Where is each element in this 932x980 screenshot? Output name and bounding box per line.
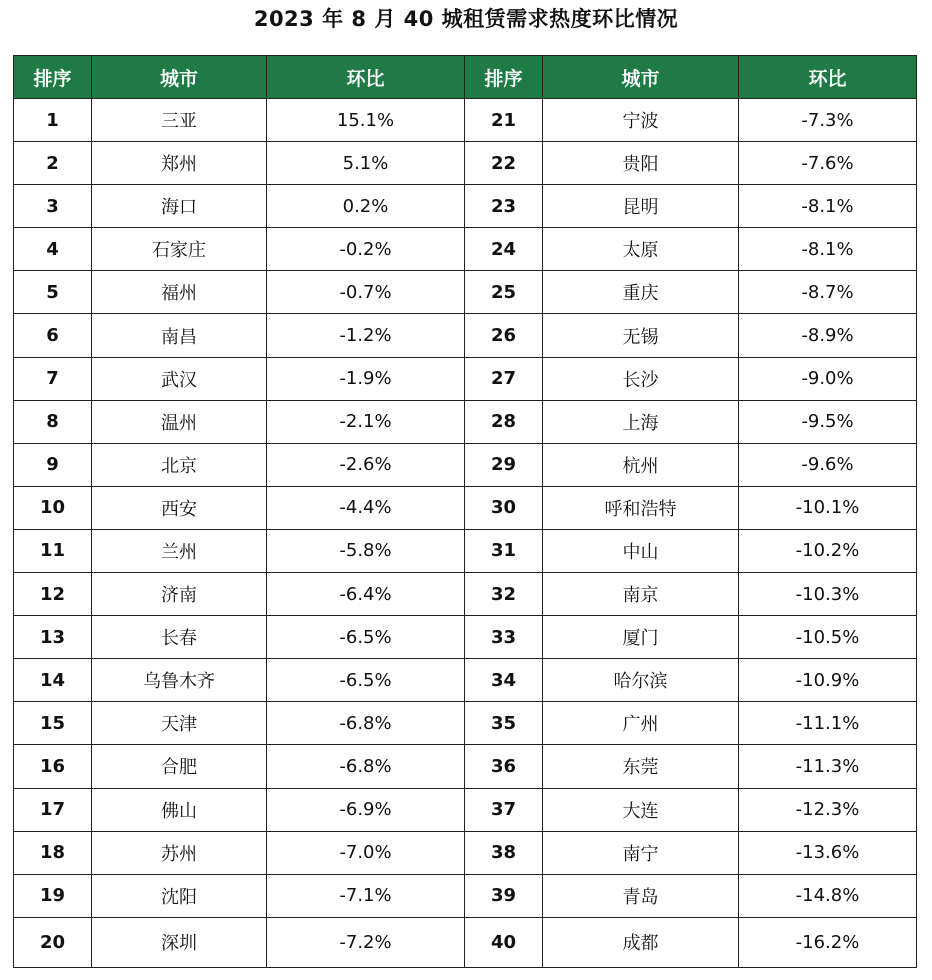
- city-cell: 苏州: [92, 831, 267, 874]
- city-cell: 福州: [92, 271, 267, 314]
- city-cell: 长沙: [543, 357, 739, 400]
- change-cell: -7.6%: [739, 142, 917, 185]
- city-cell: 济南: [92, 573, 267, 616]
- city-cell: 武汉: [92, 357, 267, 400]
- table-row: [14, 357, 917, 400]
- ranking-table: [13, 55, 917, 968]
- rank-cell: 20: [14, 917, 92, 967]
- city-cell: 长春: [92, 616, 267, 659]
- header-change-left: 环比: [267, 56, 465, 99]
- change-cell: -7.1%: [267, 874, 465, 917]
- table-row: [14, 745, 917, 788]
- change-cell: -6.5%: [267, 616, 465, 659]
- change-cell: -11.3%: [739, 745, 917, 788]
- table-row: [14, 573, 917, 616]
- change-cell: -10.5%: [739, 616, 917, 659]
- rank-cell: 21: [465, 99, 543, 142]
- city-cell: 呼和浩特: [543, 486, 739, 529]
- table-row: [14, 616, 917, 659]
- city-cell: 沈阳: [92, 874, 267, 917]
- table-row: [14, 659, 917, 702]
- change-cell: -0.7%: [267, 271, 465, 314]
- city-cell: 兰州: [92, 529, 267, 572]
- rank-cell: 30: [465, 486, 543, 529]
- change-cell: -11.1%: [739, 702, 917, 745]
- rank-cell: 13: [14, 616, 92, 659]
- city-cell: 哈尔滨: [543, 659, 739, 702]
- city-cell: 东莞: [543, 745, 739, 788]
- table-row: [14, 228, 917, 271]
- city-cell: 南京: [543, 573, 739, 616]
- rank-cell: 1: [14, 99, 92, 142]
- change-cell: -0.2%: [267, 228, 465, 271]
- rank-cell: 40: [465, 917, 543, 967]
- city-cell: 太原: [543, 228, 739, 271]
- rank-cell: 10: [14, 486, 92, 529]
- change-cell: -10.3%: [739, 573, 917, 616]
- rank-cell: 14: [14, 659, 92, 702]
- table-row: [14, 142, 917, 185]
- city-cell: 大连: [543, 788, 739, 831]
- rank-cell: 27: [465, 357, 543, 400]
- rank-cell: 6: [14, 314, 92, 357]
- city-cell: 重庆: [543, 271, 739, 314]
- rank-cell: 36: [465, 745, 543, 788]
- change-cell: -7.3%: [739, 99, 917, 142]
- rank-cell: 17: [14, 788, 92, 831]
- rank-cell: 4: [14, 228, 92, 271]
- table-row: [14, 831, 917, 874]
- city-cell: 南宁: [543, 831, 739, 874]
- rank-cell: 26: [465, 314, 543, 357]
- table-body: [14, 99, 917, 968]
- city-cell: 昆明: [543, 185, 739, 228]
- city-cell: 郑州: [92, 142, 267, 185]
- city-cell: 深圳: [92, 917, 267, 967]
- rank-cell: 34: [465, 659, 543, 702]
- change-cell: -14.8%: [739, 874, 917, 917]
- table-row: [14, 874, 917, 917]
- rank-cell: 11: [14, 529, 92, 572]
- table-row: [14, 529, 917, 572]
- city-cell: 海口: [92, 185, 267, 228]
- header-rank-left: 排序: [14, 56, 92, 99]
- rank-cell: 33: [465, 616, 543, 659]
- rank-cell: 7: [14, 357, 92, 400]
- change-cell: -5.8%: [267, 529, 465, 572]
- change-cell: 5.1%: [267, 142, 465, 185]
- change-cell: -10.2%: [739, 529, 917, 572]
- rank-cell: 39: [465, 874, 543, 917]
- city-cell: 合肥: [92, 745, 267, 788]
- rank-cell: 2: [14, 142, 92, 185]
- change-cell: -8.1%: [739, 228, 917, 271]
- table-row: [14, 99, 917, 142]
- change-cell: -6.8%: [267, 745, 465, 788]
- rank-cell: 31: [465, 529, 543, 572]
- table-header-row: [14, 56, 917, 99]
- city-cell: 广州: [543, 702, 739, 745]
- change-cell: -9.5%: [739, 400, 917, 443]
- change-cell: -6.8%: [267, 702, 465, 745]
- city-cell: 北京: [92, 443, 267, 486]
- rank-cell: 37: [465, 788, 543, 831]
- rank-cell: 35: [465, 702, 543, 745]
- rank-cell: 22: [465, 142, 543, 185]
- change-cell: -8.9%: [739, 314, 917, 357]
- table-row: [14, 400, 917, 443]
- rank-cell: 5: [14, 271, 92, 314]
- rank-cell: 19: [14, 874, 92, 917]
- rank-cell: 24: [465, 228, 543, 271]
- city-cell: 中山: [543, 529, 739, 572]
- city-cell: 乌鲁木齐: [92, 659, 267, 702]
- change-cell: 0.2%: [267, 185, 465, 228]
- city-cell: 天津: [92, 702, 267, 745]
- table-row: [14, 917, 917, 967]
- rank-cell: 8: [14, 400, 92, 443]
- rank-cell: 16: [14, 745, 92, 788]
- change-cell: -13.6%: [739, 831, 917, 874]
- city-cell: 温州: [92, 400, 267, 443]
- change-cell: -1.9%: [267, 357, 465, 400]
- city-cell: 青岛: [543, 874, 739, 917]
- change-cell: -9.6%: [739, 443, 917, 486]
- header-city-right: 城市: [543, 56, 739, 99]
- rank-cell: 12: [14, 573, 92, 616]
- change-cell: -16.2%: [739, 917, 917, 967]
- table-row: [14, 702, 917, 745]
- change-cell: -4.4%: [267, 486, 465, 529]
- rank-cell: 29: [465, 443, 543, 486]
- city-cell: 无锡: [543, 314, 739, 357]
- rank-cell: 3: [14, 185, 92, 228]
- rank-cell: 28: [465, 400, 543, 443]
- table-row: [14, 185, 917, 228]
- city-cell: 三亚: [92, 99, 267, 142]
- change-cell: -10.9%: [739, 659, 917, 702]
- city-cell: 宁波: [543, 99, 739, 142]
- table-row: [14, 486, 917, 529]
- rank-cell: 25: [465, 271, 543, 314]
- change-cell: -10.1%: [739, 486, 917, 529]
- change-cell: -7.2%: [267, 917, 465, 967]
- change-cell: -6.4%: [267, 573, 465, 616]
- header-city-left: 城市: [92, 56, 267, 99]
- rank-cell: 23: [465, 185, 543, 228]
- change-cell: -12.3%: [739, 788, 917, 831]
- rank-cell: 38: [465, 831, 543, 874]
- change-cell: -7.0%: [267, 831, 465, 874]
- city-cell: 成都: [543, 917, 739, 967]
- header-rank-right: 排序: [465, 56, 543, 99]
- change-cell: -8.1%: [739, 185, 917, 228]
- change-cell: 15.1%: [267, 99, 465, 142]
- city-cell: 西安: [92, 486, 267, 529]
- city-cell: 上海: [543, 400, 739, 443]
- change-cell: -1.2%: [267, 314, 465, 357]
- city-cell: 佛山: [92, 788, 267, 831]
- rank-cell: 15: [14, 702, 92, 745]
- table-row: [14, 271, 917, 314]
- city-cell: 石家庄: [92, 228, 267, 271]
- city-cell: 贵阳: [543, 142, 739, 185]
- page-title: 2023 年 8 月 40 城租赁需求热度环比情况: [253, 7, 679, 31]
- change-cell: -2.6%: [267, 443, 465, 486]
- rank-cell: 9: [14, 443, 92, 486]
- change-cell: -6.5%: [267, 659, 465, 702]
- header-change-right: 环比: [739, 56, 917, 99]
- change-cell: -9.0%: [739, 357, 917, 400]
- change-cell: -8.7%: [739, 271, 917, 314]
- rank-cell: 32: [465, 573, 543, 616]
- table-row: [14, 443, 917, 486]
- table-row: [14, 788, 917, 831]
- city-cell: 厦门: [543, 616, 739, 659]
- change-cell: -6.9%: [267, 788, 465, 831]
- rank-cell: 18: [14, 831, 92, 874]
- change-cell: -2.1%: [267, 400, 465, 443]
- table-row: [14, 314, 917, 357]
- city-cell: 南昌: [92, 314, 267, 357]
- city-cell: 杭州: [543, 443, 739, 486]
